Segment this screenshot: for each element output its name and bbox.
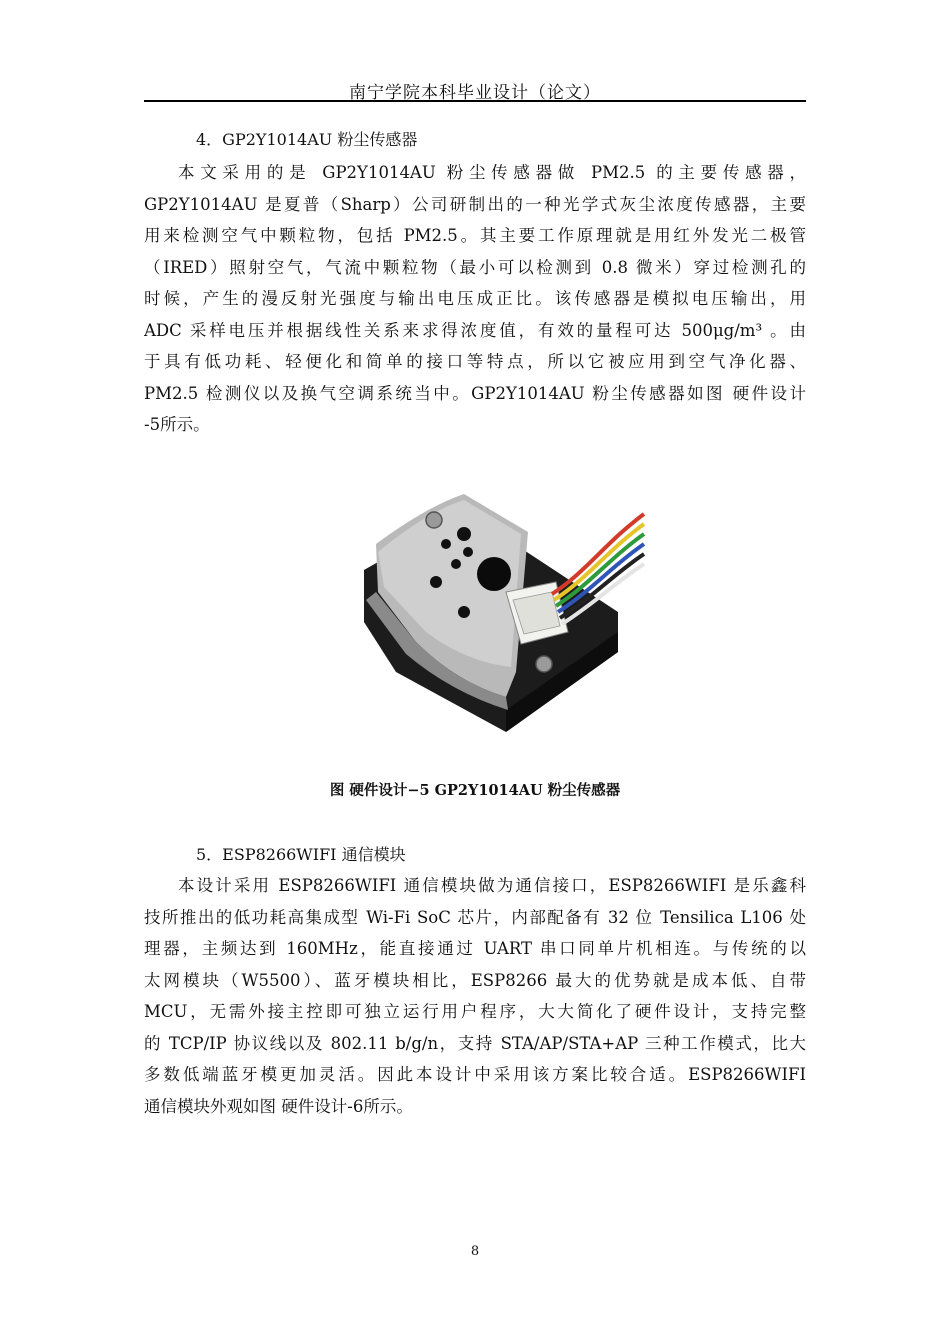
- sensor-photo: [356, 482, 646, 744]
- paragraph-line: （IRED）照射空气，气流中颗粒物（最小可以检测到 0.8 微米）穿过检测孔的: [144, 257, 806, 277]
- paragraph-line: 本文采用的是 GP2Y1014AU 粉尘传感器做 PM2.5 的主要传感器，: [178, 163, 806, 182]
- paragraph-line: 于具有低功耗、轻便化和简单的接口等特点，所以它被应用到空气净化器、: [144, 352, 806, 371]
- paragraph-line: ADC 采样电压并根据线性关系来求得浓度值，有效的量程可达 500μg/m³ 。由: [144, 320, 806, 340]
- paragraph-line: 技所推出的低功耗高集成型 Wi-Fi SoC 芯片，内部配备有 32 位 Tensilica L106 处: [144, 907, 806, 927]
- figure-caption: 图 硬件设计−5 GP2Y1014AU 粉尘传感器: [329, 782, 621, 799]
- section-4-heading: 4．GP2Y1014AU 粉尘传感器: [196, 130, 418, 149]
- paragraph-line: 理器，主频达到 160MHz，能直接通过 UART 串口同单片机相连。与传统的以: [144, 939, 806, 958]
- paragraph-line: GP2Y1014AU 是夏普（Sharp）公司研制出的一种光学式灰尘浓度传感器，主要: [144, 194, 806, 214]
- paragraph-line: 本设计采用 ESP8266WIFI 通信模块做为通信接口，ESP8266WIFI 是乐鑫科: [178, 876, 806, 895]
- section-4-paragraph: [144, 157, 806, 441]
- paragraph-line: -5所示。: [144, 415, 210, 434]
- paragraph-line: 太网模块（W5500）、蓝牙模块相比，ESP8266 最大的优势就是成本低、自带: [144, 970, 806, 990]
- header-rule: [144, 100, 806, 102]
- paragraph-line: 用来检测空气中颗粒物，包括 PM2.5。其主要工作原理就是用红外发光二极管: [144, 226, 806, 245]
- paragraph-line: 多数低端蓝牙模更加灵活。因此本设计中采用该方案比较合适。ESP8266WIFI: [144, 1065, 806, 1084]
- page-number: 8: [470, 1244, 480, 1259]
- paragraph-line: PM2.5 检测仪以及换气空调系统当中。GP2Y1014AU 粉尘传感器如图 硬件设计: [144, 383, 806, 403]
- paragraph-line: 时候，产生的漫反射光强度与输出电压成正比。该传感器是模拟电压输出，用: [144, 289, 806, 308]
- section-5-heading: 5．ESP8266WIFI 通信模块: [196, 845, 406, 864]
- paragraph-line: 通信模块外观如图 硬件设计-6所示。: [144, 1096, 413, 1116]
- paragraph-line: MCU，无需外接主控即可独立运行用户程序，大大简化了硬件设计，支持完整: [144, 1002, 806, 1021]
- paragraph-line: 的 TCP/IP 协议线以及 802.11 b/g/n，支持 STA/AP/STA+AP 三种工作模式，比大: [144, 1033, 806, 1053]
- page-header-title: 南宁学院本科毕业设计（论文）: [349, 83, 601, 103]
- section-5-paragraph: [144, 870, 806, 1122]
